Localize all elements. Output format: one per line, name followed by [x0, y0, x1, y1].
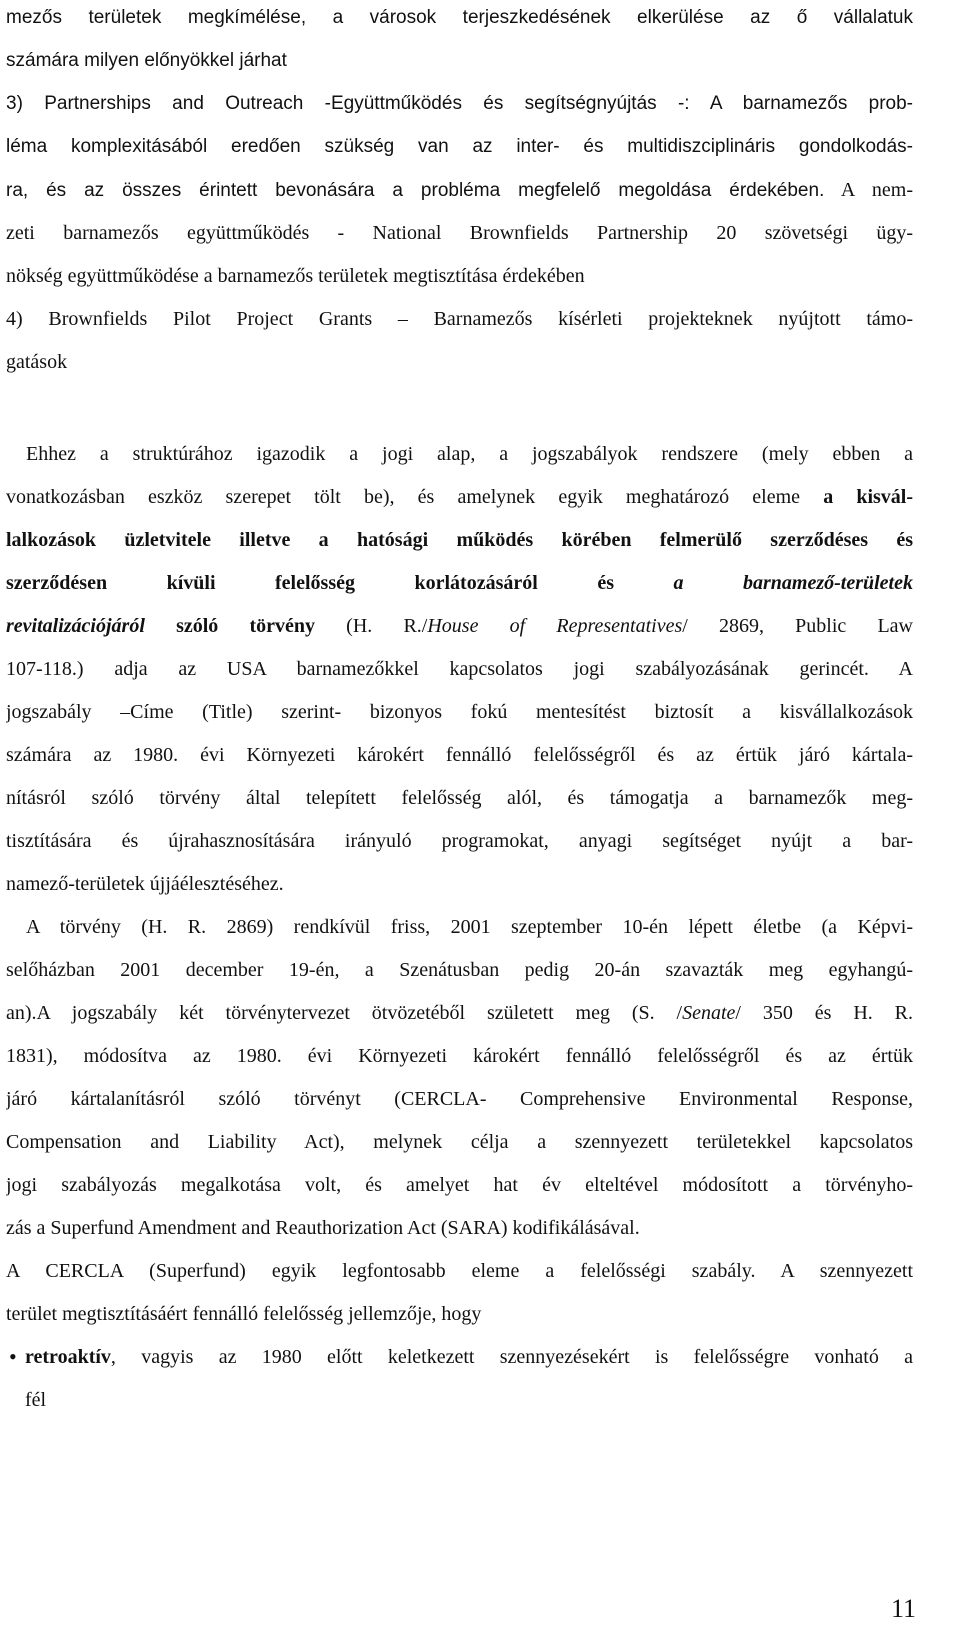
text-line [25, 1343, 913, 1371]
text-line: gatások [6, 351, 68, 373]
text-span: (H. R./ [315, 615, 428, 637]
text-span: , vagyis az 1980 előtt keletkezett szennyezésekért is felelősségre vonható a [110, 1346, 913, 1368]
text-line: jogi szabályozás megalkotása volt, és amelyet hat év elteltével módosított a törvényho- [6, 1174, 913, 1196]
text-span: szóló törvény [144, 615, 315, 637]
text-line [6, 483, 913, 511]
text-line: 3) Partnerships and Outreach -Együttműködés és segítségnyújtás -: A barnamezős prob- [6, 93, 913, 114]
text-line: léma komplexitásából eredően szükség van az inter- és multidiszciplináris gondolkodás- [6, 136, 913, 157]
text-span: A nem- [824, 179, 913, 201]
text-span: / 350 és H. R. [735, 1002, 913, 1024]
text-line: A törvény (H. R. 2869) rendkívül friss, 2001 szeptember 10-én lépett életbe (a Képvi- [26, 916, 913, 938]
text-line: 4) Brownfields Pilot Project Grants – Barnamezős kísérleti projekteknek nyújtott támo- [6, 308, 913, 330]
text-span: szerződésen kívüli felelősség korlátozásáról és [6, 572, 674, 594]
text-line: terület megtisztításáért fennálló felelősség jellemzője, hogy [6, 1303, 482, 1325]
text-line: zás a Superfund Amendment and Reauthorization Act (SARA) kodifikálásával. [6, 1217, 640, 1239]
text-line: namező-területek újjáélesztéséhez. [6, 873, 284, 895]
text-span: retroaktív [25, 1346, 111, 1368]
text-line: mezős területek megkímélése, a városok terjeszkedésének elkerülése az ő vállalatuk [6, 7, 913, 28]
text-line: jogszabály –Címe (Title) szerint- bizonyos fokú mentesítést biztosít a kisvállalkozások [6, 701, 913, 723]
text-line: zeti barnamezős együttműködés - National Brownfields Partnership 20 szövetségi ügy- [6, 222, 913, 244]
text-line [6, 612, 913, 640]
text-span: a barnamező-területek [673, 572, 913, 594]
text-line: Compensation and Liability Act), melynek célja a szennyezett területekkel kapcsolatos [6, 1131, 913, 1153]
text-line: 107-118.) adja az USA barnamezőkkel kapcsolatos jogi szabályozásának gerincét. A [6, 658, 913, 680]
text-line: járó kártalanításról szóló törvényt (CERCLA- Comprehensive Environmental Response, [6, 1088, 913, 1110]
text-span: a kisvál- [823, 486, 913, 508]
text-line: Ehhez a struktúrához igazodik a jogi alap, a jogszabályok rendszere (mely ebben a [26, 443, 913, 465]
text-span: House of Representatives [427, 615, 683, 637]
text-span: / 2869, Public Law [682, 615, 913, 637]
text-span: Senate [682, 1002, 736, 1024]
text-line [6, 569, 913, 597]
text-span: an).A jogszabály két törvénytervezet ötvözetéből született meg (S. / [6, 1002, 683, 1024]
bullet-icon: • [9, 1344, 17, 1369]
text-line [6, 999, 913, 1027]
text-line: nításról szóló törvény által telepített felelősség alól, és támogatja a barnamezők meg- [6, 787, 913, 809]
text-line: A CERCLA (Superfund) egyik legfontosabb eleme a felelősségi szabály. A szennyezett [6, 1260, 913, 1282]
text-line: tisztítására és újrahasznosítására irányuló programokat, anyagi segítséget nyújt a bar- [6, 830, 913, 852]
text-line: selőházban 2001 december 19-én, a Szenátusban pedig 20-án szavazták meg egyhangú- [6, 959, 913, 981]
text-span: revitalizációjáról [6, 615, 145, 637]
text-line: nökség együttműködése a barnamezős területek megtisztítása érdekében [6, 265, 585, 287]
text-line [6, 176, 913, 205]
text-line: lalkozások üzletvitele illetve a hatósági működés körében felmerülő szerződéses és [6, 529, 913, 551]
text-line: számára az 1980. évi Környezeti károkért fennálló felelősségről és az értük járó kártala- [6, 744, 913, 766]
text-span: ra, és az összes érintett bevonására a probléma megfelelő megoldása érdekében. [6, 180, 825, 201]
text-line: 1831), módosítva az 1980. évi Környezeti károkért fennálló felelősségről és az értük [6, 1045, 913, 1067]
text-line: fél [25, 1389, 47, 1411]
text-span: vonatkozásban eszköz szerepet tölt be), és amelynek egyik meghatározó eleme [6, 486, 824, 508]
text-line: számára milyen előnyökkel járhat [6, 50, 287, 71]
page-number: 11 [890, 1594, 916, 1623]
